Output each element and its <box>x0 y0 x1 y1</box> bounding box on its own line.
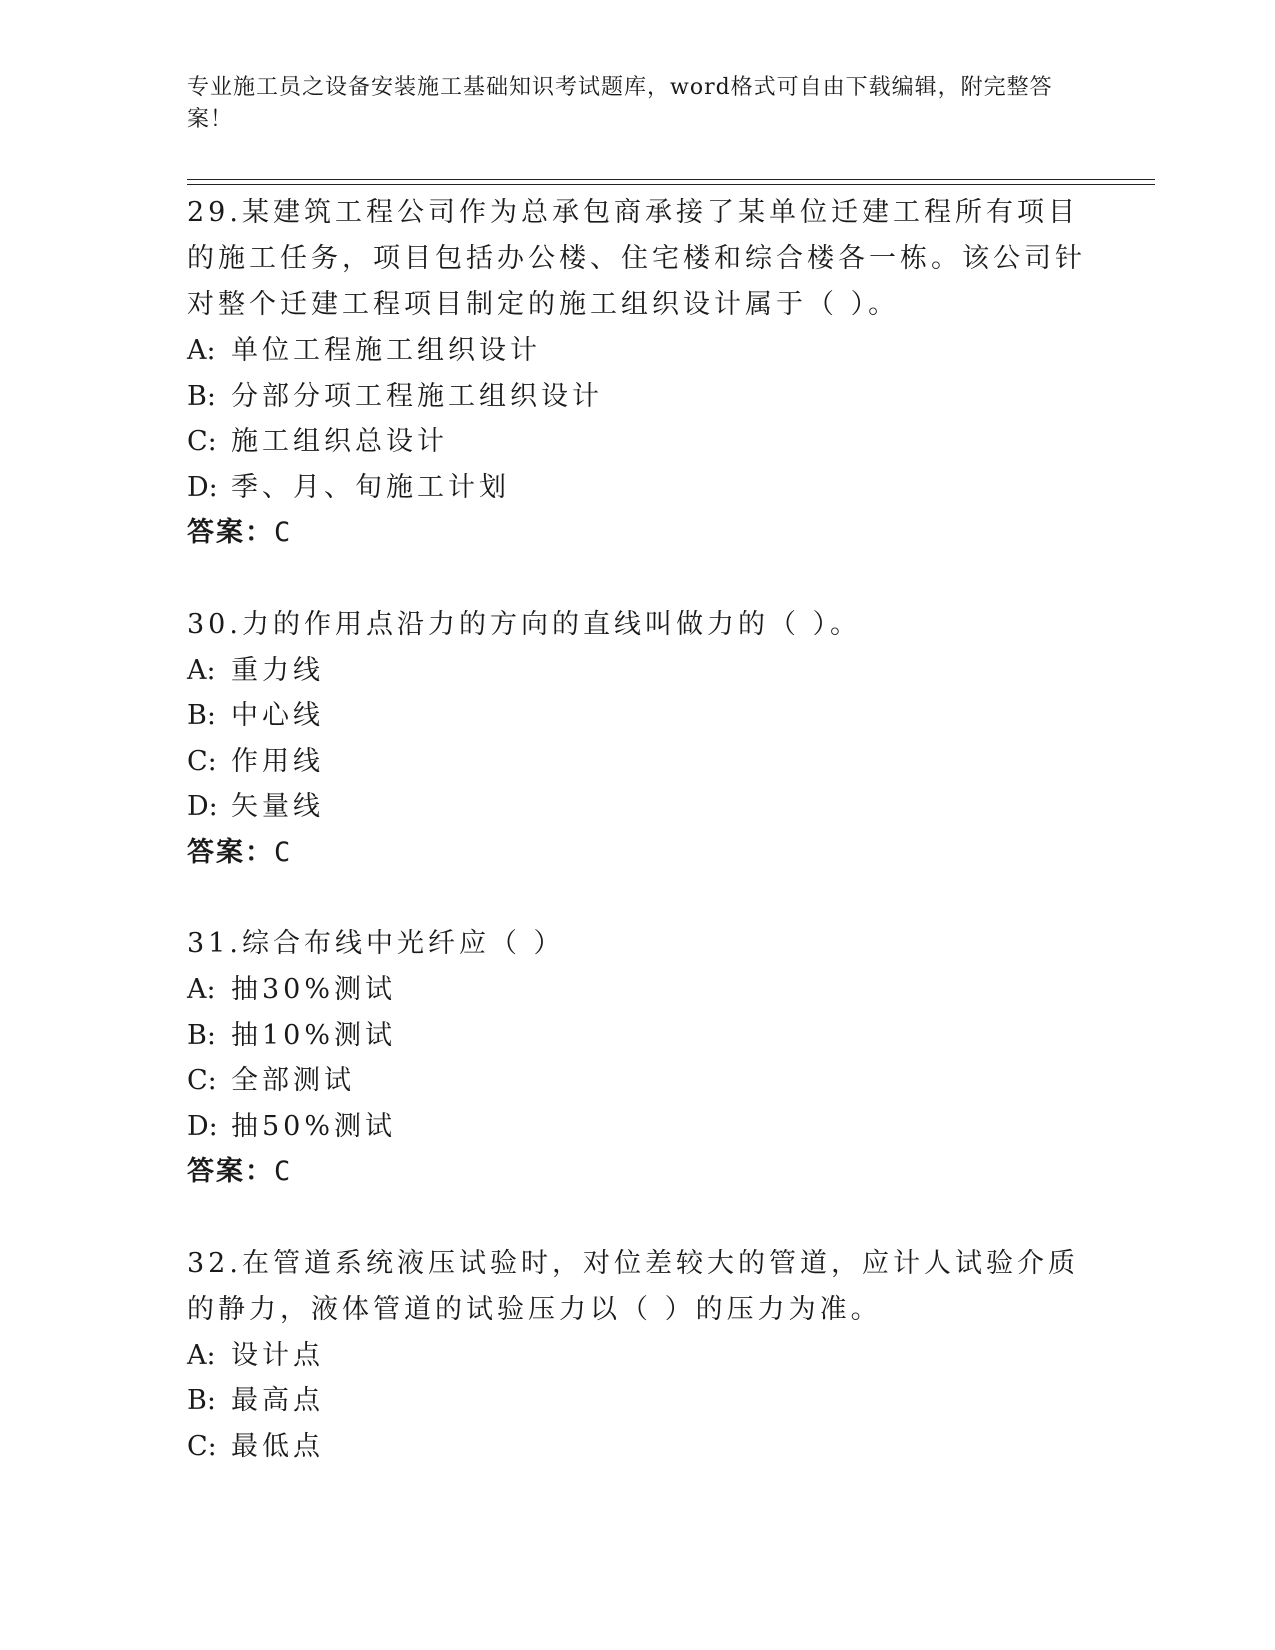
option-b <box>187 693 1087 739</box>
option-c <box>187 1424 1087 1470</box>
option-letter: C: <box>187 1430 217 1462</box>
option-text: 施工组织总设计 <box>231 426 448 457</box>
option-text: 单位工程施工组织设计 <box>231 335 541 366</box>
option-letter: C: <box>187 426 217 457</box>
option-c <box>187 739 1087 785</box>
question-list <box>187 190 1087 1515</box>
question-stem: 32.在管道系统液压试验时，对位差较大的管道，应计人试验介质的静力，液体管道的试验压力以（ ）的压力为准。 <box>187 1247 1079 1325</box>
option-d <box>187 465 1087 511</box>
option-text: 抽30%测试 <box>231 974 397 1005</box>
option-text: 矢量线 <box>231 791 324 822</box>
question-31 <box>187 921 1087 1195</box>
option-text: 抽10%测试 <box>231 1019 397 1051</box>
option-letter: B: <box>187 700 216 731</box>
option-d <box>187 784 1087 830</box>
option-text: 分部分项工程施工组织设计 <box>231 380 603 412</box>
question-stem: 30.力的作用点沿力的方向的直线叫做力的（ ）。 <box>187 608 862 640</box>
option-d <box>187 1104 1087 1150</box>
option-b <box>187 1378 1087 1424</box>
option-text: 季、月、旬施工计划 <box>231 471 510 503</box>
header-rule-bottom <box>187 184 1155 185</box>
option-b <box>187 1013 1087 1059</box>
option-letter: C: <box>187 1065 217 1096</box>
header-rule-top <box>187 179 1155 180</box>
question-29 <box>187 190 1087 556</box>
option-letter: C: <box>187 745 217 777</box>
question-stem: 29.某建筑工程公司作为总承包商承接了某单位迁建工程所有项目的施工任务，项目包括办公楼、住宅楼和综合楼各一栋。该公司针对整个迁建工程项目制定的施工组织设计属于（ ）。 <box>187 197 1086 320</box>
option-text: 最低点 <box>231 1430 324 1462</box>
answer-line <box>187 830 1087 876</box>
option-c <box>187 1058 1087 1104</box>
question-32 <box>187 1241 1087 1470</box>
option-text: 最高点 <box>231 1385 324 1416</box>
option-letter: D: <box>187 791 218 822</box>
option-text: 全部测试 <box>231 1065 355 1096</box>
answer-label: 答案： <box>187 517 274 548</box>
option-letter: A: <box>187 335 216 366</box>
option-text: 作用线 <box>231 745 324 777</box>
answer-label: 答案： <box>187 1156 274 1187</box>
option-text: 中心线 <box>231 700 324 731</box>
option-text: 重力线 <box>231 654 324 686</box>
document-header: 专业施工员之设备安装施工基础知识考试题库，word格式可自由下载编辑，附完整答案！ <box>187 75 1053 132</box>
option-c <box>187 419 1087 465</box>
option-letter: A: <box>187 1339 216 1371</box>
question-30 <box>187 602 1087 876</box>
answer-line <box>187 510 1087 556</box>
question-stem: 31.综合布线中光纤应（ ） <box>187 928 565 959</box>
option-letter: A: <box>187 654 216 686</box>
option-letter: D: <box>187 471 218 503</box>
answer-value: C <box>274 517 293 548</box>
option-a <box>187 967 1087 1013</box>
option-letter: D: <box>187 1110 218 1142</box>
option-letter: B: <box>187 1019 216 1051</box>
answer-value: C <box>274 836 293 868</box>
option-letter: B: <box>187 380 216 412</box>
option-a <box>187 328 1087 374</box>
option-letter: B: <box>187 1385 216 1416</box>
option-b <box>187 374 1087 420</box>
option-text: 抽50%测试 <box>231 1110 397 1142</box>
option-a <box>187 1333 1087 1379</box>
option-letter: A: <box>187 974 216 1005</box>
answer-value: C <box>274 1156 293 1187</box>
answer-label: 答案： <box>187 836 274 868</box>
answer-line <box>187 1149 1087 1195</box>
option-text: 设计点 <box>231 1339 324 1371</box>
option-a <box>187 648 1087 694</box>
